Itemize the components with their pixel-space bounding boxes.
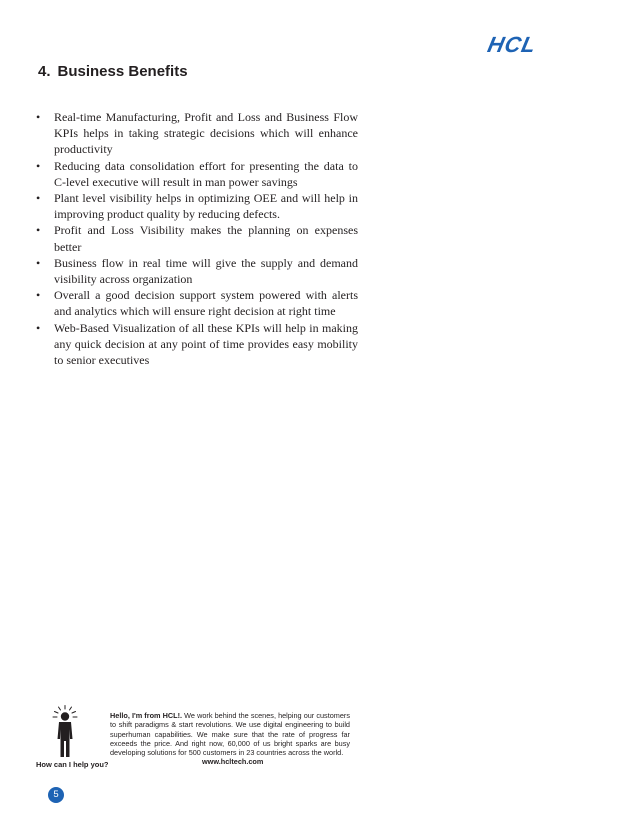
hcl-logo <box>485 32 586 57</box>
list-item-text: Web-Based Visualization of all these KPIs will help in making any quick decision at any point of time provides easy mobility to senior executives <box>54 320 358 368</box>
section-title: Business Benefits <box>57 63 188 80</box>
person-with-idea-icon <box>52 705 78 759</box>
about-hcl-body: We work behind the scenes, helping our customers to shift paradigms & start revolutions. We use digital engineering to build superhuman capabilities. We make sure that the rate of progress far exceeds the price. And right now, 60,000 of us bright sparks are busy developing solutions for 500 customers in 23 countries across the world. <box>110 711 350 758</box>
website-link[interactable]: www.hcltech.com <box>202 757 264 766</box>
list-item <box>36 255 358 287</box>
section-number: 4. <box>38 63 51 80</box>
section-heading <box>38 62 188 82</box>
list-item-text: Overall a good decision support system powered with alerts and analytics which will ensure right decision at right time <box>54 288 358 319</box>
bullet-marker: • <box>36 288 41 303</box>
bullet-marker: • <box>36 223 41 238</box>
bullet-marker: • <box>36 158 41 173</box>
list-item <box>36 222 358 254</box>
hcl-logo-text: HCL <box>485 32 539 57</box>
about-hcl-lead: Hello, I'm from HCL!. <box>110 711 183 720</box>
bullet-marker: • <box>36 110 41 124</box>
page-number-badge: 5 <box>48 787 64 803</box>
list-item-text: Reducing data consolidation effort for presenting the data to C-level executive will result in man power savings <box>54 158 358 189</box>
list-item <box>36 287 358 319</box>
list-item <box>36 109 358 158</box>
benefits-list <box>36 109 358 368</box>
list-item <box>36 320 358 369</box>
bullet-marker: • <box>36 191 41 206</box>
list-item <box>36 158 358 190</box>
list-item-text: Plant level visibility helps in optimizing OEE and will help in improving product quality by reducing defects. <box>54 191 358 222</box>
list-item-text: Real-time Manufacturing, Profit and Loss and Business Flow KPIs helps in taking strategic decisions which will enhance productivity <box>54 110 358 157</box>
about-hcl-blurb <box>110 711 350 757</box>
list-item-text: Profit and Loss Visibility makes the planning on expenses better <box>54 223 358 254</box>
how-can-i-help-label: How can I help you? <box>36 760 109 769</box>
bullet-marker: • <box>36 320 41 335</box>
list-item-text: Business flow in real time will give the supply and demand visibility across organization <box>54 255 358 287</box>
bullet-marker: • <box>36 255 41 270</box>
list-item <box>36 190 358 222</box>
